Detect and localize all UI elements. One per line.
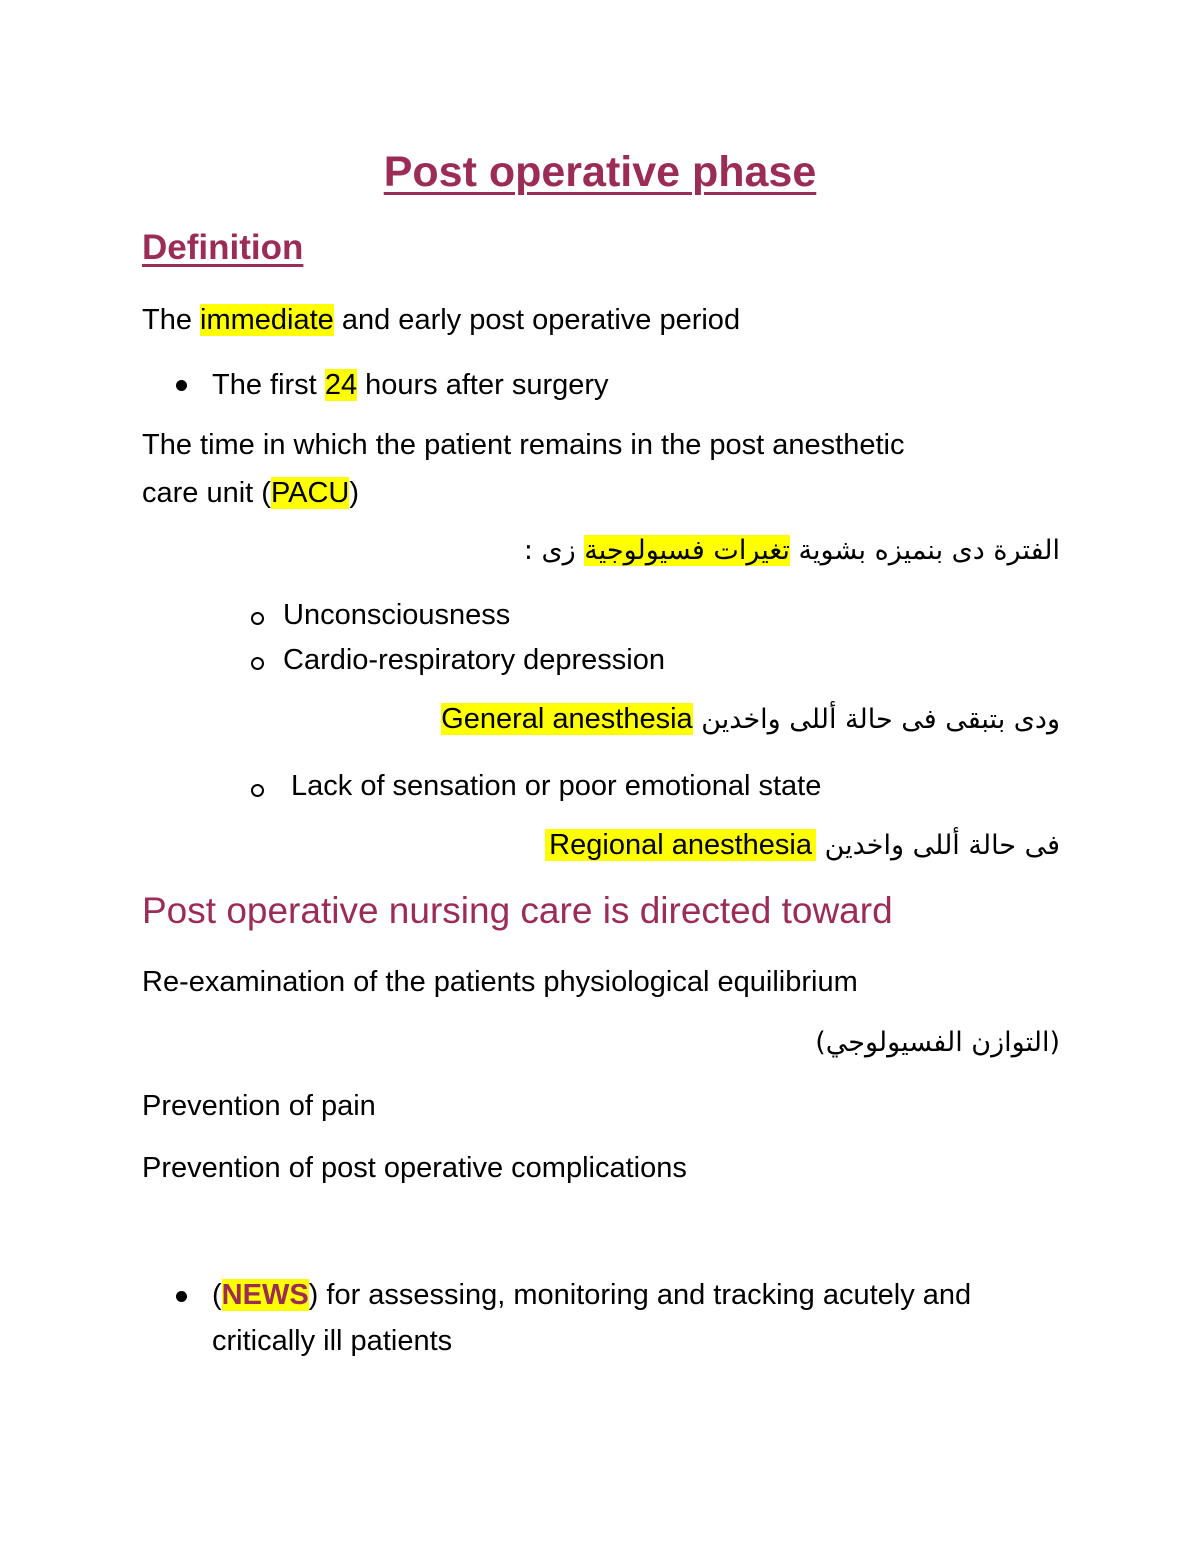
text-run: The: [142, 304, 201, 336]
text-run: hours after surgery: [357, 369, 609, 401]
highlighted-text: NEWS: [221, 1279, 309, 1311]
arabic-line: [524, 535, 1060, 566]
text-run: زى :: [523, 535, 585, 566]
bullet-item-continuation: critically ill patients: [212, 1325, 453, 1357]
page-title: Post operative phase: [383, 148, 817, 196]
sub-item: Lack of sensation or poor emotional state: [291, 770, 822, 802]
care-line: Re-examination of the patients physiological equilibrium: [142, 966, 858, 998]
text-run: ) for assessing, monitoring and tracking acutely and: [308, 1279, 972, 1311]
paragraph-line: The time in which the patient remains in the post anesthetic: [142, 429, 905, 461]
text-run: ): [349, 477, 360, 509]
text-run: care unit (: [142, 477, 271, 509]
highlighted-text: immediate: [200, 304, 334, 336]
text-run: فى حالة أللى واخدين: [815, 830, 1060, 861]
care-line: (التوازن الفسيولوجي): [815, 1027, 1060, 1058]
highlighted-text: 24: [324, 369, 358, 401]
text-run: The first: [212, 369, 325, 401]
text-run: ودى بتبقى فى حالة أللى واخدين: [692, 704, 1060, 735]
care-line: Prevention of post operative complications: [142, 1152, 687, 1184]
circle-bullet-icon: [251, 657, 264, 670]
bullet-icon: [176, 1291, 187, 1302]
text-run: and early post operative period: [333, 304, 741, 336]
care-heading: Post operative nursing care is directed toward: [142, 890, 893, 931]
bullet-icon: [176, 380, 187, 391]
arabic-line: [535, 829, 1060, 862]
text-run: الفترة دى بنميزه بشوية: [789, 535, 1060, 566]
paragraph-line: [142, 474, 359, 512]
circle-bullet-icon: [251, 612, 264, 625]
bullet-item: [212, 1276, 971, 1314]
highlighted-text: Regional anesthesia: [545, 829, 816, 861]
highlighted-text: تغيرات فسيولوجية: [584, 535, 790, 566]
definition-heading: Definition: [142, 228, 304, 267]
circle-bullet-icon: [251, 784, 264, 797]
highlighted-text: General anesthesia: [441, 703, 693, 735]
arabic-line: [441, 703, 1060, 736]
definition-line: [142, 301, 740, 339]
text-run: (: [212, 1279, 222, 1311]
bullet-item: [212, 366, 609, 404]
care-line: Prevention of pain: [142, 1090, 376, 1122]
sub-item: Unconsciousness: [283, 599, 511, 631]
highlighted-text: PACU: [270, 477, 350, 509]
sub-item: Cardio-respiratory depression: [283, 644, 665, 676]
